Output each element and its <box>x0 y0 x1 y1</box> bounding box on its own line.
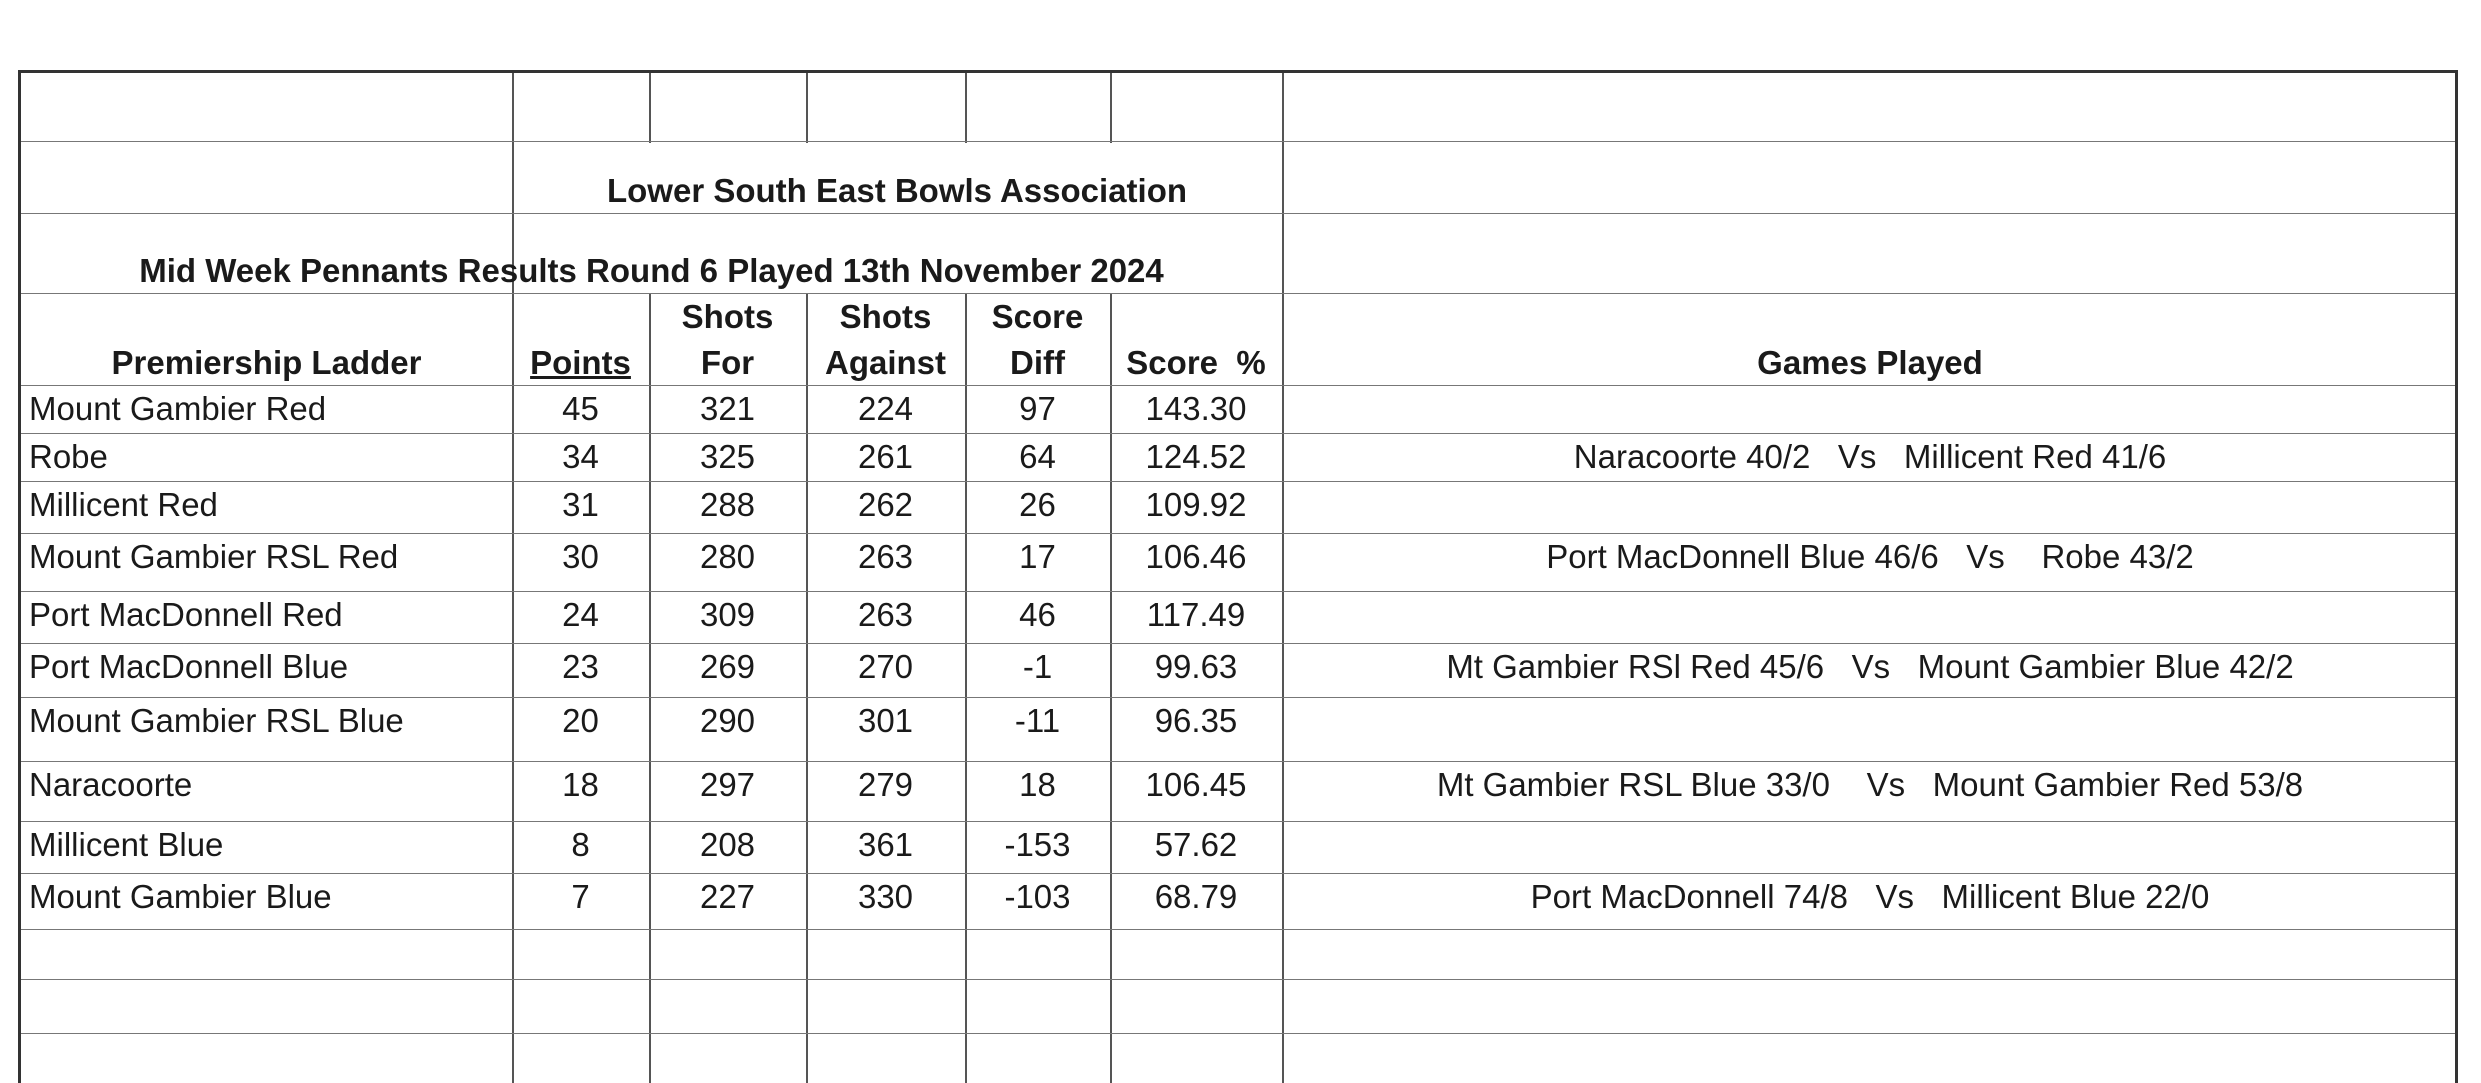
association-title: Lower South East Bowls Association <box>606 172 1188 209</box>
header-score-pct: Score % <box>1126 344 1266 381</box>
shots-for-value: 297 <box>699 766 756 803</box>
row-divider <box>21 979 2455 980</box>
header-shots-for-line2: For <box>700 344 755 381</box>
header-score-diff-line1: Score <box>991 298 1084 335</box>
row-divider <box>21 929 2455 930</box>
points-value: 7 <box>571 878 590 915</box>
results-sheet <box>18 70 2458 1083</box>
game-result: Mt Gambier RSl Red 45/6 Vs Mount Gambier Blue 42/2 <box>1446 648 2294 685</box>
row-divider <box>21 1033 2455 1034</box>
score-pct-value: 117.49 <box>1146 596 1246 633</box>
score-pct-value: 143.30 <box>1145 390 1247 427</box>
team-name: Mount Gambier Blue <box>29 878 332 915</box>
shots-against-value: 330 <box>857 878 914 915</box>
shots-for-value: 321 <box>699 390 756 427</box>
shots-against-value: 263 <box>857 596 914 633</box>
col-divider <box>1110 73 1112 143</box>
row-divider <box>21 293 2455 294</box>
team-name: Port MacDonnell Blue <box>29 648 349 685</box>
shots-for-value: 325 <box>699 438 756 475</box>
points-value: 34 <box>562 438 599 475</box>
shots-against-value: 261 <box>857 438 914 475</box>
score-diff-value: 97 <box>1019 390 1056 427</box>
shots-against-value: 263 <box>857 538 914 575</box>
row-divider <box>21 385 2455 386</box>
game-result: Port MacDonnell 74/8 Vs Millicent Blue 22/0 <box>1530 878 2210 915</box>
points-value: 20 <box>562 702 599 739</box>
row-divider <box>21 591 2455 592</box>
results-subtitle: Mid Week Pennants Results Round 6 Played 13th November 2024 <box>139 252 1164 289</box>
team-name: Mount Gambier Red <box>29 390 327 427</box>
score-pct-value: 106.45 <box>1145 766 1247 803</box>
team-name: Mount Gambier RSL Red <box>29 538 399 575</box>
score-diff-value: 64 <box>1019 438 1056 475</box>
score-diff-value: -103 <box>1004 878 1071 915</box>
points-value: 45 <box>562 390 599 427</box>
shots-for-value: 208 <box>699 826 756 863</box>
team-name: Robe <box>29 438 108 475</box>
score-pct-value: 124.52 <box>1145 438 1247 475</box>
game-result: Naracoorte 40/2 Vs Millicent Red 41/6 <box>1573 438 2167 475</box>
shots-for-value: 290 <box>699 702 756 739</box>
shots-against-value: 224 <box>857 390 914 427</box>
score-pct-value: 68.79 <box>1154 878 1238 915</box>
header-shots-for-line1: Shots <box>681 298 774 335</box>
shots-for-value: 309 <box>699 596 756 633</box>
shots-for-value: 269 <box>699 648 756 685</box>
score-diff-value: 46 <box>1019 596 1056 633</box>
score-diff-value: -1 <box>1022 648 1053 685</box>
header-games-played: Games Played <box>1757 344 1983 381</box>
col-divider <box>512 73 514 1083</box>
score-pct-value: 99.63 <box>1154 648 1238 685</box>
col-divider <box>649 73 651 143</box>
score-diff-value: -11 <box>1014 702 1061 739</box>
team-name: Mount Gambier RSL Blue <box>29 702 404 739</box>
row-divider <box>21 481 2455 482</box>
row-divider <box>21 643 2455 644</box>
team-name: Port MacDonnell Red <box>29 596 343 633</box>
row-divider <box>21 821 2455 822</box>
row-divider <box>21 533 2455 534</box>
shots-for-value: 288 <box>699 486 756 523</box>
team-name: Naracoorte <box>29 766 193 803</box>
row-divider <box>21 761 2455 762</box>
points-value: 8 <box>571 826 590 863</box>
score-diff-value: 18 <box>1019 766 1056 803</box>
header-shots-against-line2: Against <box>824 344 946 381</box>
header-score-diff-line2: Diff <box>1010 344 1065 381</box>
shots-against-value: 301 <box>857 702 914 739</box>
shots-for-value: 280 <box>699 538 756 575</box>
score-diff-value: -153 <box>1004 826 1071 863</box>
row-divider <box>21 141 2455 142</box>
game-result: Port MacDonnell Blue 46/6 Vs Robe 43/2 <box>1546 538 2194 575</box>
shots-against-value: 270 <box>857 648 914 685</box>
row-divider <box>21 213 2455 214</box>
row-divider <box>21 873 2455 874</box>
col-divider <box>1282 73 1284 1083</box>
game-result: Mt Gambier RSL Blue 33/0 Vs Mount Gambier Red 53/8 <box>1436 766 2304 803</box>
shots-against-value: 262 <box>857 486 914 523</box>
col-divider <box>965 73 967 143</box>
points-value: 18 <box>562 766 599 803</box>
points-value: 30 <box>562 538 599 575</box>
score-diff-value: 17 <box>1019 538 1056 575</box>
header-shots-against-line1: Shots <box>839 298 932 335</box>
score-pct-value: 96.35 <box>1154 702 1238 739</box>
team-name: Millicent Red <box>29 486 218 523</box>
points-value: 23 <box>562 648 599 685</box>
col-divider <box>806 73 808 143</box>
shots-against-value: 279 <box>857 766 914 803</box>
score-pct-value: 109.92 <box>1145 486 1247 523</box>
points-value: 24 <box>562 596 599 633</box>
header-points: Points <box>530 344 631 381</box>
team-name: Millicent Blue <box>29 826 224 863</box>
shots-against-value: 361 <box>857 826 914 863</box>
row-divider <box>21 697 2455 698</box>
row-divider <box>21 433 2455 434</box>
score-diff-value: 26 <box>1019 486 1056 523</box>
score-pct-value: 57.62 <box>1154 826 1238 863</box>
header-team: Premiership Ladder <box>111 344 422 381</box>
score-pct-value: 106.46 <box>1145 538 1247 575</box>
shots-for-value: 227 <box>699 878 756 915</box>
points-value: 31 <box>562 486 599 523</box>
